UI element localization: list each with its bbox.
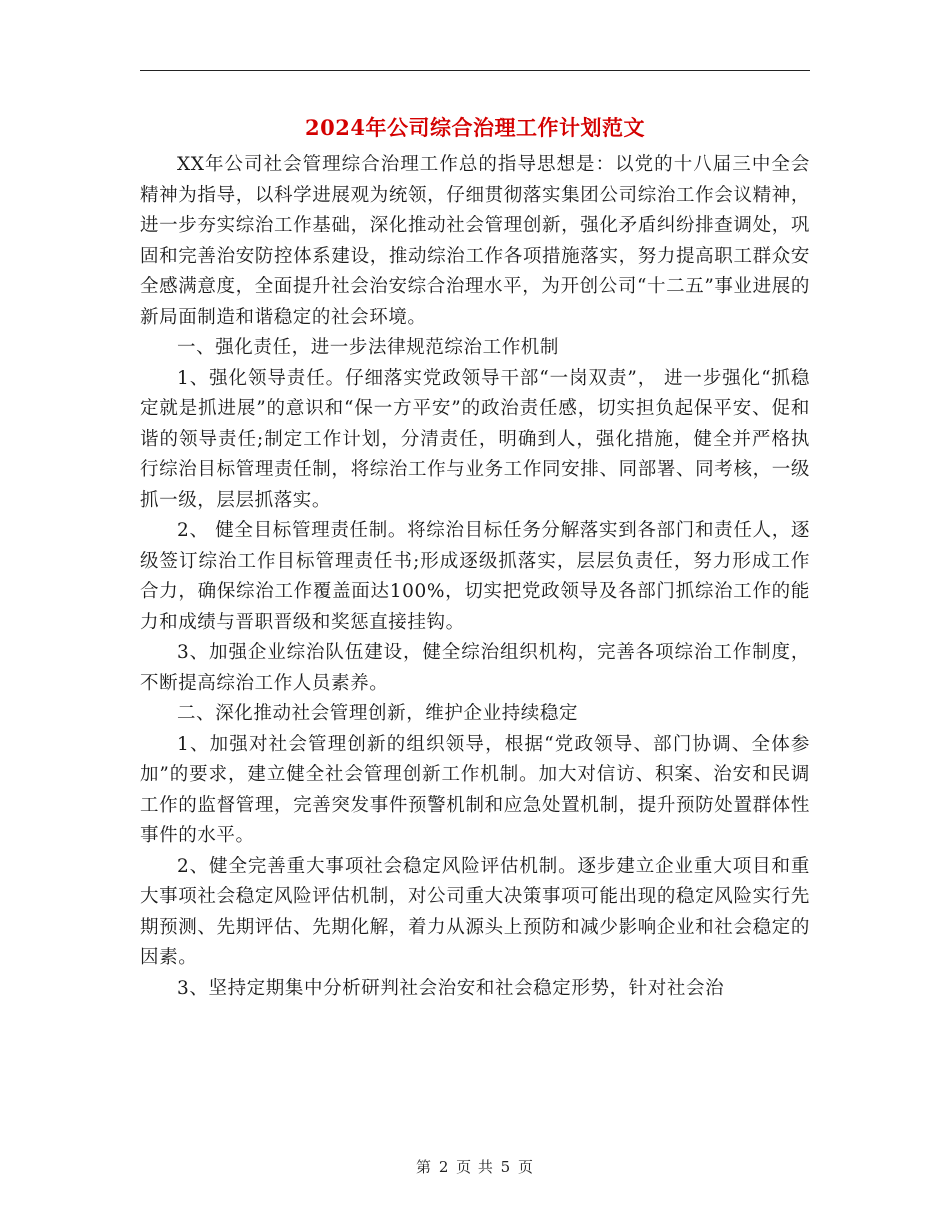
document-body [140, 150, 810, 1004]
paragraph-1-2: 2、 健全目标管理责任制。将综治目标任务分解落实到各部门和责任人，逐级签订综治工作目标管理责任书;形成逐级抓落实，层层负责任，努力形成工作合力，确保综治工作覆盖面达100%，切实把党政领导及各部门抓综治工作的能力和成绩与晋职晋级和奖惩直接挂钩。 [140, 520, 810, 633]
paragraph-1-1: 1、强化领导责任。仔细落实党政领导干部“一岗双责”， 进一步强化“抓稳定就是抓进展”的意识和“保一方平安”的政治责任感，切实担负起保平安、促和谐的领导责任;制定工作计划，分清责任，明确到人，强化措施，健全并严格执行综治目标管理责任制，将综治工作与业务工作同安排、同部署、同考核，一级抓一级，层层抓落实。 [140, 367, 810, 511]
paragraph-guiding-ideology: XX年公司社会管理综合治理工作总的指导思想是：以党的十八届三中全会精神为指导，以科学进展观为统领，仔细贯彻落实集团公司综治工作会议精神，进一步夯实综治工作基础，深化推动社会管理创新，强化矛盾纠纷排查调处，巩固和完善治安防控体系建设，推动综治工作各项措施落实，努力提高职工群众安全感满意度，全面提升社会治安综合治理水平，为开创公司“十二五”事业进展的新局面制造和谐稳定的社会环境。 [140, 154, 810, 328]
paragraph-2-3: 3、坚持定期集中分析研判社会治安和社会稳定形势，针对社会治 [177, 977, 725, 999]
paragraph-2-2: 2、健全完善重大事项社会稳定风险评估机制。逐步建立企业重大项目和重大事项社会稳定风险评估机制，对公司重大决策事项可能出现的稳定风险实行先期预测、先期评估、先期化解，着力从源头上预防和减少影响企业和社会稳定的因素。 [140, 855, 810, 968]
paragraph-1-3: 3、加强企业综治队伍建设，健全综治组织机构，完善各项综治工作制度，不断提高综治工作人员素养。 [140, 642, 810, 694]
section-heading-2: 二、深化推动社会管理创新，维护企业持续稳定 [177, 703, 579, 724]
document-title: 2024年公司综合治理工作计划范文 [305, 115, 645, 140]
page-footer [0, 1156, 950, 1177]
paragraph-2-1: 1、加强对社会管理创新的组织领导，根据“党政领导、部门协调、全体参加”的要求，建立健全社会管理创新工作机制。加大对信访、积案、治安和民调工作的监督管理，完善突发事件预警机制和应急处置机制，提升预防处置群体性事件的水平。 [140, 733, 810, 846]
page-label-middle: 页 共 [456, 1158, 494, 1176]
section-heading-1: 一、强化责任，进一步法律规范综治工作机制 [177, 337, 560, 358]
page-label-suffix: 页 [517, 1158, 534, 1176]
current-page-number: 2 [438, 1158, 450, 1176]
page-label-prefix: 第 [416, 1158, 433, 1176]
header-rule [140, 70, 810, 71]
total-pages-number: 5 [500, 1158, 512, 1176]
